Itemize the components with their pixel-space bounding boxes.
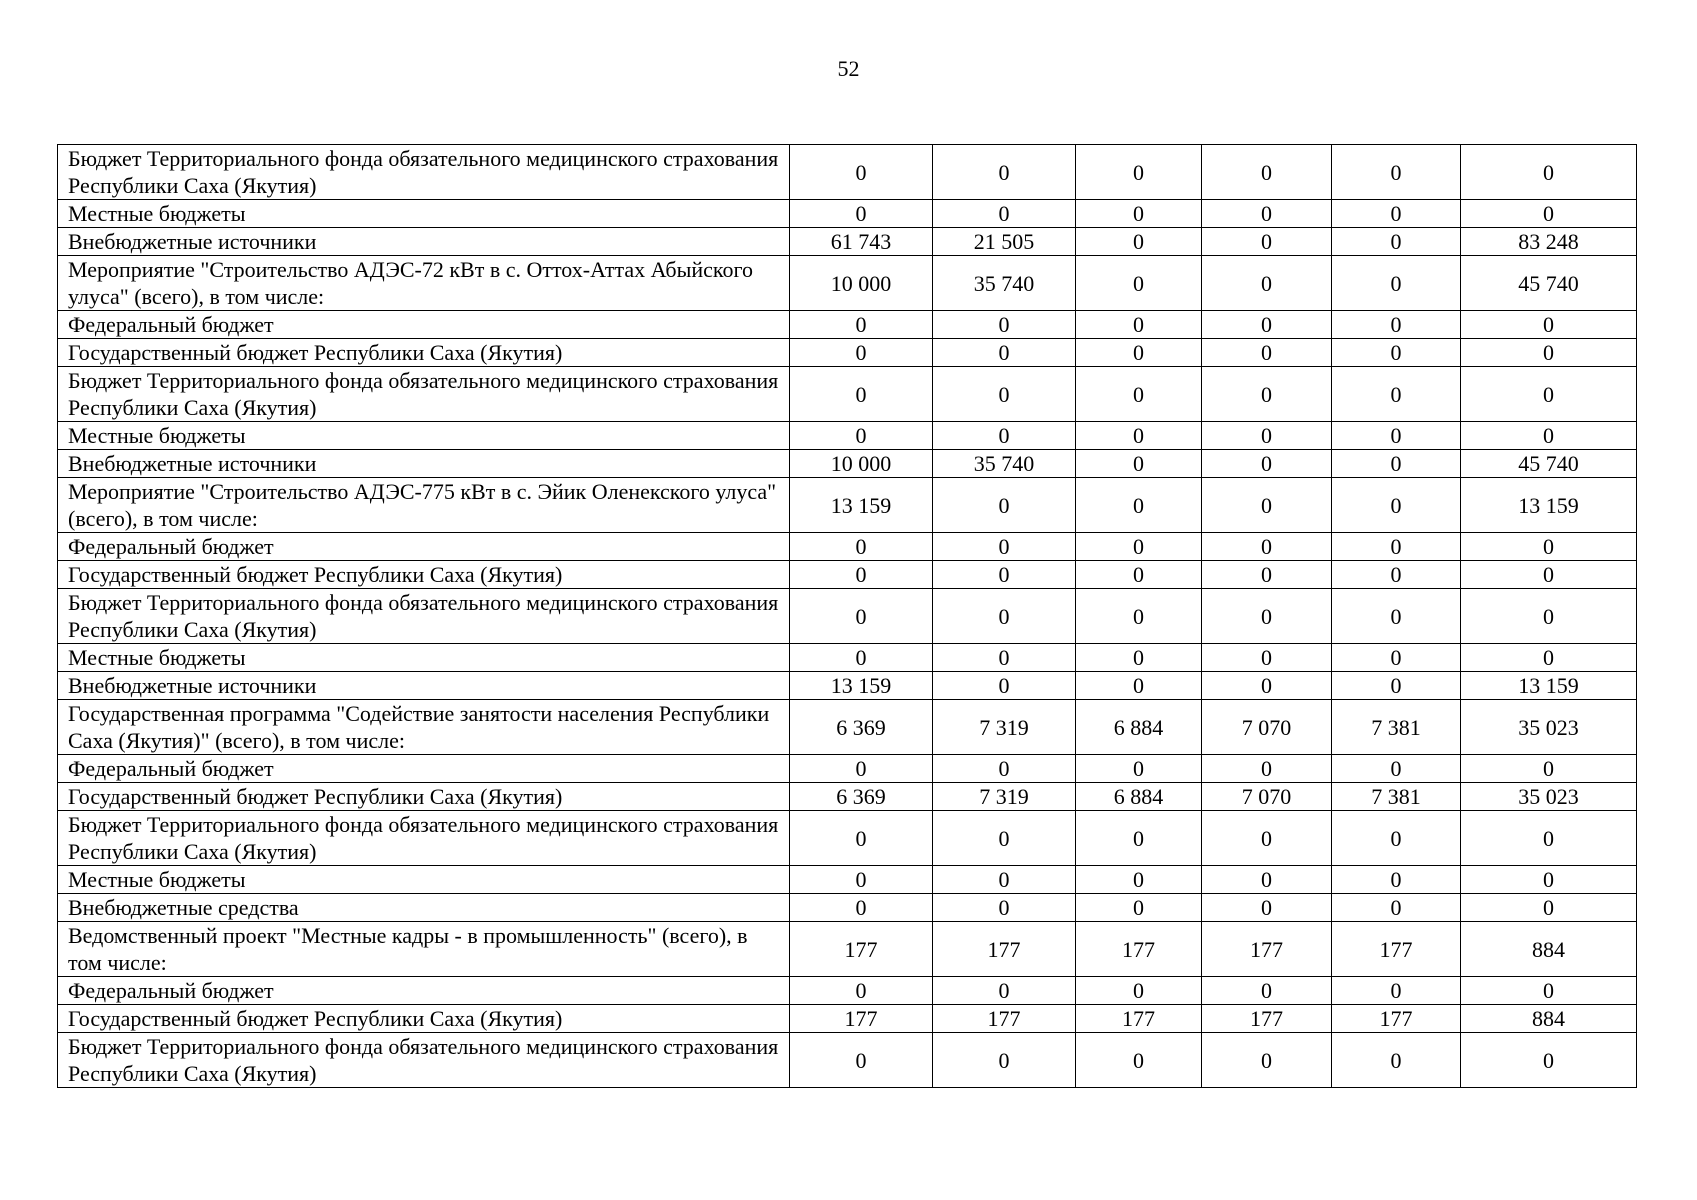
value-cell: 0 <box>933 1033 1076 1088</box>
value-cell: 0 <box>1202 561 1332 589</box>
value-cell: 0 <box>1332 422 1461 450</box>
value-cell: 177 <box>933 1005 1076 1033</box>
table-row <box>58 367 1637 422</box>
value-cell: 0 <box>1076 200 1202 228</box>
value-cell: 0 <box>1076 644 1202 672</box>
value-cell: 0 <box>1332 450 1461 478</box>
page-number: 52 <box>837 56 860 81</box>
value-cell: 0 <box>1332 672 1461 700</box>
row-label: Местные бюджеты <box>58 422 790 450</box>
row-label: Федеральный бюджет <box>58 977 790 1005</box>
value-cell: 0 <box>1076 589 1202 644</box>
value-cell: 35 740 <box>933 256 1076 311</box>
value-cell: 0 <box>1202 200 1332 228</box>
value-cell: 0 <box>1076 145 1202 200</box>
total-cell: 884 <box>1461 922 1637 977</box>
total-cell: 0 <box>1461 533 1637 561</box>
value-cell: 177 <box>790 922 933 977</box>
row-label: Государственный бюджет Республики Саха (Якутия) <box>58 339 790 367</box>
row-label: Бюджет Территориального фонда обязательного медицинского страхования Республики Саха (Якутия) <box>58 811 790 866</box>
value-cell: 177 <box>790 1005 933 1033</box>
table-row <box>58 256 1637 311</box>
row-label: Государственный бюджет Республики Саха (Якутия) <box>58 783 790 811</box>
value-cell: 0 <box>933 200 1076 228</box>
value-cell: 0 <box>1332 145 1461 200</box>
row-label: Ведомственный проект "Местные кадры - в промышленность" (всего), в том числе: <box>58 922 790 977</box>
row-label: Государственный бюджет Республики Саха (Якутия) <box>58 561 790 589</box>
value-cell: 0 <box>1202 644 1332 672</box>
value-cell: 10 000 <box>790 256 933 311</box>
value-cell: 0 <box>1202 811 1332 866</box>
table-row <box>58 422 1637 450</box>
budget-table <box>57 144 1637 1088</box>
value-cell: 0 <box>790 145 933 200</box>
value-cell: 0 <box>1332 977 1461 1005</box>
value-cell: 0 <box>790 533 933 561</box>
value-cell: 0 <box>1202 589 1332 644</box>
value-cell: 0 <box>1332 367 1461 422</box>
value-cell: 7 381 <box>1332 783 1461 811</box>
total-cell: 45 740 <box>1461 450 1637 478</box>
row-label: Бюджет Территориального фонда обязательного медицинского страхования Республики Саха (Якутия) <box>58 1033 790 1088</box>
value-cell: 0 <box>1076 367 1202 422</box>
value-cell: 0 <box>1202 894 1332 922</box>
value-cell: 0 <box>1076 894 1202 922</box>
value-cell: 6 884 <box>1076 700 1202 755</box>
value-cell: 7 319 <box>933 700 1076 755</box>
total-cell: 0 <box>1461 589 1637 644</box>
total-cell: 0 <box>1461 866 1637 894</box>
value-cell: 0 <box>1076 755 1202 783</box>
value-cell: 0 <box>1076 811 1202 866</box>
row-label: Мероприятие "Строительство АДЭС-72 кВт в с. Оттох-Аттах Абыйского улуса" (всего), в том числе: <box>58 256 790 311</box>
value-cell: 0 <box>1202 450 1332 478</box>
value-cell: 0 <box>1076 478 1202 533</box>
value-cell: 7 319 <box>933 783 1076 811</box>
value-cell: 0 <box>933 894 1076 922</box>
row-label: Государственная программа "Содействие занятости населения Республики Саха (Якутия)" (всего), в том числе: <box>58 700 790 755</box>
row-label: Внебюджетные средства <box>58 894 790 922</box>
value-cell: 0 <box>1076 1033 1202 1088</box>
value-cell: 0 <box>790 367 933 422</box>
row-label: Государственный бюджет Республики Саха (Якутия) <box>58 1005 790 1033</box>
value-cell: 0 <box>790 866 933 894</box>
row-label: Внебюджетные источники <box>58 450 790 478</box>
table-row <box>58 339 1637 367</box>
table-row <box>58 977 1637 1005</box>
value-cell: 0 <box>1332 866 1461 894</box>
value-cell: 0 <box>933 367 1076 422</box>
value-cell: 0 <box>933 644 1076 672</box>
value-cell: 0 <box>933 672 1076 700</box>
table-row <box>58 783 1637 811</box>
value-cell: 177 <box>1076 922 1202 977</box>
value-cell: 0 <box>790 422 933 450</box>
total-cell: 884 <box>1461 1005 1637 1033</box>
total-cell: 0 <box>1461 311 1637 339</box>
value-cell: 0 <box>1202 422 1332 450</box>
total-cell: 0 <box>1461 811 1637 866</box>
value-cell: 0 <box>933 755 1076 783</box>
value-cell: 0 <box>1202 1033 1332 1088</box>
total-cell: 0 <box>1461 561 1637 589</box>
table-row <box>58 228 1637 256</box>
value-cell: 0 <box>1332 589 1461 644</box>
total-cell: 0 <box>1461 200 1637 228</box>
value-cell: 0 <box>1332 200 1461 228</box>
value-cell: 0 <box>790 200 933 228</box>
value-cell: 0 <box>1202 866 1332 894</box>
value-cell: 0 <box>933 145 1076 200</box>
row-label: Федеральный бюджет <box>58 533 790 561</box>
row-label: Мероприятие "Строительство АДЭС-775 кВт в с. Эйик Оленекского улуса" (всего), в том числе: <box>58 478 790 533</box>
table-row <box>58 1005 1637 1033</box>
value-cell: 0 <box>1076 311 1202 339</box>
total-cell: 0 <box>1461 145 1637 200</box>
table-row <box>58 672 1637 700</box>
value-cell: 13 159 <box>790 672 933 700</box>
row-label: Федеральный бюджет <box>58 311 790 339</box>
value-cell: 0 <box>790 644 933 672</box>
value-cell: 0 <box>790 1033 933 1088</box>
value-cell: 0 <box>790 339 933 367</box>
value-cell: 177 <box>1332 1005 1461 1033</box>
total-cell: 35 023 <box>1461 783 1637 811</box>
value-cell: 0 <box>1332 644 1461 672</box>
value-cell: 0 <box>933 422 1076 450</box>
row-label: Бюджет Территориального фонда обязательного медицинского страхования Республики Саха (Якутия) <box>58 367 790 422</box>
total-cell: 83 248 <box>1461 228 1637 256</box>
table-row <box>58 894 1637 922</box>
value-cell: 0 <box>790 561 933 589</box>
table-row <box>58 811 1637 866</box>
value-cell: 177 <box>1332 922 1461 977</box>
row-label: Федеральный бюджет <box>58 755 790 783</box>
value-cell: 0 <box>1332 339 1461 367</box>
row-label: Бюджет Территориального фонда обязательного медицинского страхования Республики Саха (Якутия) <box>58 589 790 644</box>
table-row <box>58 311 1637 339</box>
value-cell: 7 070 <box>1202 783 1332 811</box>
value-cell: 177 <box>933 922 1076 977</box>
total-cell: 0 <box>1461 755 1637 783</box>
value-cell: 21 505 <box>933 228 1076 256</box>
value-cell: 13 159 <box>790 478 933 533</box>
table-row <box>58 589 1637 644</box>
value-cell: 0 <box>1202 339 1332 367</box>
value-cell: 0 <box>933 977 1076 1005</box>
table-row <box>58 866 1637 894</box>
total-cell: 13 159 <box>1461 672 1637 700</box>
value-cell: 0 <box>933 589 1076 644</box>
value-cell: 0 <box>933 533 1076 561</box>
value-cell: 0 <box>1076 339 1202 367</box>
value-cell: 0 <box>1332 228 1461 256</box>
value-cell: 0 <box>1076 561 1202 589</box>
value-cell: 0 <box>933 866 1076 894</box>
total-cell: 13 159 <box>1461 478 1637 533</box>
value-cell: 0 <box>1202 311 1332 339</box>
value-cell: 177 <box>1076 1005 1202 1033</box>
value-cell: 35 740 <box>933 450 1076 478</box>
total-cell: 0 <box>1461 894 1637 922</box>
value-cell: 6 369 <box>790 700 933 755</box>
value-cell: 7 381 <box>1332 700 1461 755</box>
value-cell: 0 <box>1332 256 1461 311</box>
value-cell: 0 <box>1332 311 1461 339</box>
value-cell: 0 <box>1202 672 1332 700</box>
value-cell: 0 <box>1202 755 1332 783</box>
table-row <box>58 700 1637 755</box>
row-label: Бюджет Территориального фонда обязательного медицинского страхования Республики Саха (Якутия) <box>58 145 790 200</box>
row-label: Местные бюджеты <box>58 866 790 894</box>
value-cell: 0 <box>790 977 933 1005</box>
value-cell: 0 <box>790 755 933 783</box>
table-row <box>58 478 1637 533</box>
value-cell: 0 <box>790 811 933 866</box>
value-cell: 0 <box>1076 672 1202 700</box>
value-cell: 0 <box>1202 228 1332 256</box>
table-row <box>58 450 1637 478</box>
value-cell: 0 <box>1332 533 1461 561</box>
total-cell: 45 740 <box>1461 256 1637 311</box>
value-cell: 0 <box>1076 256 1202 311</box>
row-label: Внебюджетные источники <box>58 672 790 700</box>
value-cell: 0 <box>1076 228 1202 256</box>
value-cell: 177 <box>1202 1005 1332 1033</box>
value-cell: 6 369 <box>790 783 933 811</box>
value-cell: 0 <box>1076 977 1202 1005</box>
total-cell: 0 <box>1461 977 1637 1005</box>
value-cell: 0 <box>1332 561 1461 589</box>
value-cell: 0 <box>1076 866 1202 894</box>
value-cell: 0 <box>933 311 1076 339</box>
value-cell: 0 <box>790 894 933 922</box>
value-cell: 0 <box>933 811 1076 866</box>
total-cell: 0 <box>1461 367 1637 422</box>
table-row <box>58 644 1637 672</box>
value-cell: 0 <box>933 561 1076 589</box>
value-cell: 0 <box>1332 755 1461 783</box>
value-cell: 0 <box>933 339 1076 367</box>
value-cell: 0 <box>1332 478 1461 533</box>
value-cell: 61 743 <box>790 228 933 256</box>
value-cell: 0 <box>1076 533 1202 561</box>
total-cell: 0 <box>1461 339 1637 367</box>
row-label: Внебюджетные источники <box>58 228 790 256</box>
row-label: Местные бюджеты <box>58 644 790 672</box>
value-cell: 0 <box>1202 145 1332 200</box>
table-row <box>58 145 1637 200</box>
table-row <box>58 755 1637 783</box>
value-cell: 10 000 <box>790 450 933 478</box>
value-cell: 0 <box>1202 367 1332 422</box>
value-cell: 0 <box>1332 811 1461 866</box>
table-row <box>58 922 1637 977</box>
value-cell: 0 <box>1202 533 1332 561</box>
row-label: Местные бюджеты <box>58 200 790 228</box>
value-cell: 0 <box>790 311 933 339</box>
value-cell: 0 <box>790 589 933 644</box>
total-cell: 0 <box>1461 422 1637 450</box>
total-cell: 0 <box>1461 1033 1637 1088</box>
table-row <box>58 1033 1637 1088</box>
value-cell: 0 <box>933 478 1076 533</box>
table-row <box>58 533 1637 561</box>
total-cell: 35 023 <box>1461 700 1637 755</box>
value-cell: 0 <box>1202 977 1332 1005</box>
value-cell: 7 070 <box>1202 700 1332 755</box>
total-cell: 0 <box>1461 644 1637 672</box>
table-row <box>58 200 1637 228</box>
value-cell: 177 <box>1202 922 1332 977</box>
value-cell: 0 <box>1332 1033 1461 1088</box>
value-cell: 0 <box>1076 422 1202 450</box>
value-cell: 6 884 <box>1076 783 1202 811</box>
value-cell: 0 <box>1332 894 1461 922</box>
value-cell: 0 <box>1202 478 1332 533</box>
table-row <box>58 561 1637 589</box>
value-cell: 0 <box>1202 256 1332 311</box>
value-cell: 0 <box>1076 450 1202 478</box>
